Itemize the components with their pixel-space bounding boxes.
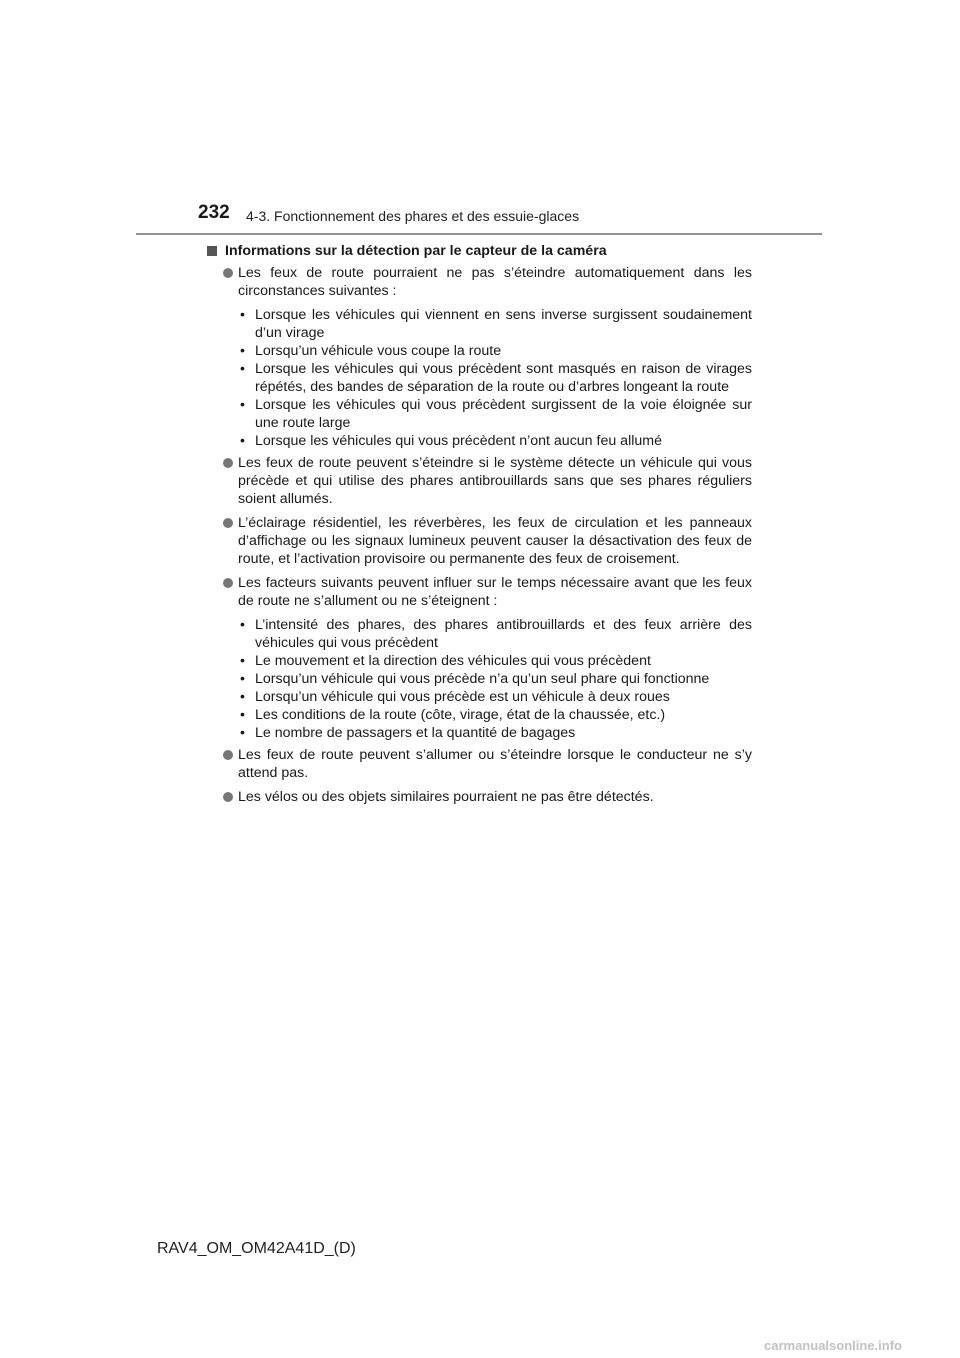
sub-list-item: • Lorsque les véhicules qui viennent en sens inverse surgissent soudainement d’un virage [238, 306, 752, 342]
sub-list-item: • Lorsque les véhicules qui vous précèdent n’ont aucun feu allumé [238, 432, 752, 450]
sub-list-item: • Le mouvement et la direction des véhicules qui vous précèdent [238, 652, 752, 670]
sub-list-item: • L’intensité des phares, des phares antibrouillards et des feux arrière des véhicules qui vous précèdent [238, 616, 752, 652]
sub-list [207, 306, 752, 450]
page-header [198, 200, 822, 234]
bullet-item [207, 514, 752, 568]
bullet-item [207, 264, 752, 300]
section-title: 4-3. Fonctionnement des phares et des essuie-glaces [246, 208, 580, 224]
sub-list-item: • Lorsqu’un véhicule qui vous précède est un véhicule à deux roues [238, 688, 752, 706]
watermark: carmanualsonline.info [764, 1338, 902, 1353]
round-bullet-icon [223, 518, 233, 528]
bullet-item [207, 788, 752, 806]
section-heading-text: Informations sur la détection par le capteur de la caméra [225, 243, 607, 259]
sub-list-item: • Les conditions de la route (côte, virage, état de la chaussée, etc.) [238, 706, 752, 724]
bullet-item [207, 454, 752, 508]
bullet-text: Les feux de route peuvent s’allumer ou s’éteindre lorsque le conducteur ne s’y attend pas. [238, 747, 752, 781]
content [207, 242, 752, 812]
sub-list-item: • Le nombre de passagers et la quantité de bagages [238, 724, 752, 742]
sub-list-item: • Lorsque les véhicules qui vous précèdent surgissent de la voie éloignée sur une route large [238, 396, 752, 432]
bullet-text: Les feux de route peuvent s’éteindre si le système détecte un véhicule qui vous précède et qui utilise des phares antibrouillards sans que ses phares réguliers soient allumés. [238, 455, 752, 507]
bullet-text: Les vélos ou des objets similaires pourraient ne pas être détectés. [238, 789, 654, 805]
bullet-item [207, 746, 752, 782]
sub-list-item: • Lorsque les véhicules qui vous précèdent sont masqués en raison de virages répétés, des bandes de séparation de la route ou d’arbres longeant la route [238, 360, 752, 396]
bullet-text: Les facteurs suivants peuvent influer sur le temps nécessaire avant que les feux de route ne s’allument ou ne s’éteignent : [238, 575, 752, 609]
round-bullet-icon [223, 750, 233, 760]
round-bullet-icon [223, 792, 233, 802]
sub-list [207, 616, 752, 742]
square-bullet-icon [207, 246, 217, 256]
round-bullet-icon [223, 578, 233, 588]
document-code: RAV4_OM_OM42A41D_(D) [157, 1240, 356, 1257]
page-number: 232 [198, 202, 230, 223]
bullet-text: L’éclairage résidentiel, les réverbères, les feux de circulation et les panneaux d’affichage ou les signaux lumineux peuvent causer la désactivation des feux de route, et l’activation provisoire ou permanente des feux de croisement. [238, 515, 752, 567]
bullet-item [207, 574, 752, 610]
header-rule [136, 233, 822, 235]
sub-list-item: • Lorsqu’un véhicule qui vous précède n’a qu’un seul phare qui fonctionne [238, 670, 752, 688]
section-heading [207, 242, 752, 260]
round-bullet-icon [223, 268, 233, 278]
bullet-text: Les feux de route pourraient ne pas s’éteindre automatiquement dans les circonstances suivantes : [238, 265, 752, 299]
sub-list-item: • Lorsqu’un véhicule vous coupe la route [238, 342, 752, 360]
round-bullet-icon [223, 458, 233, 468]
